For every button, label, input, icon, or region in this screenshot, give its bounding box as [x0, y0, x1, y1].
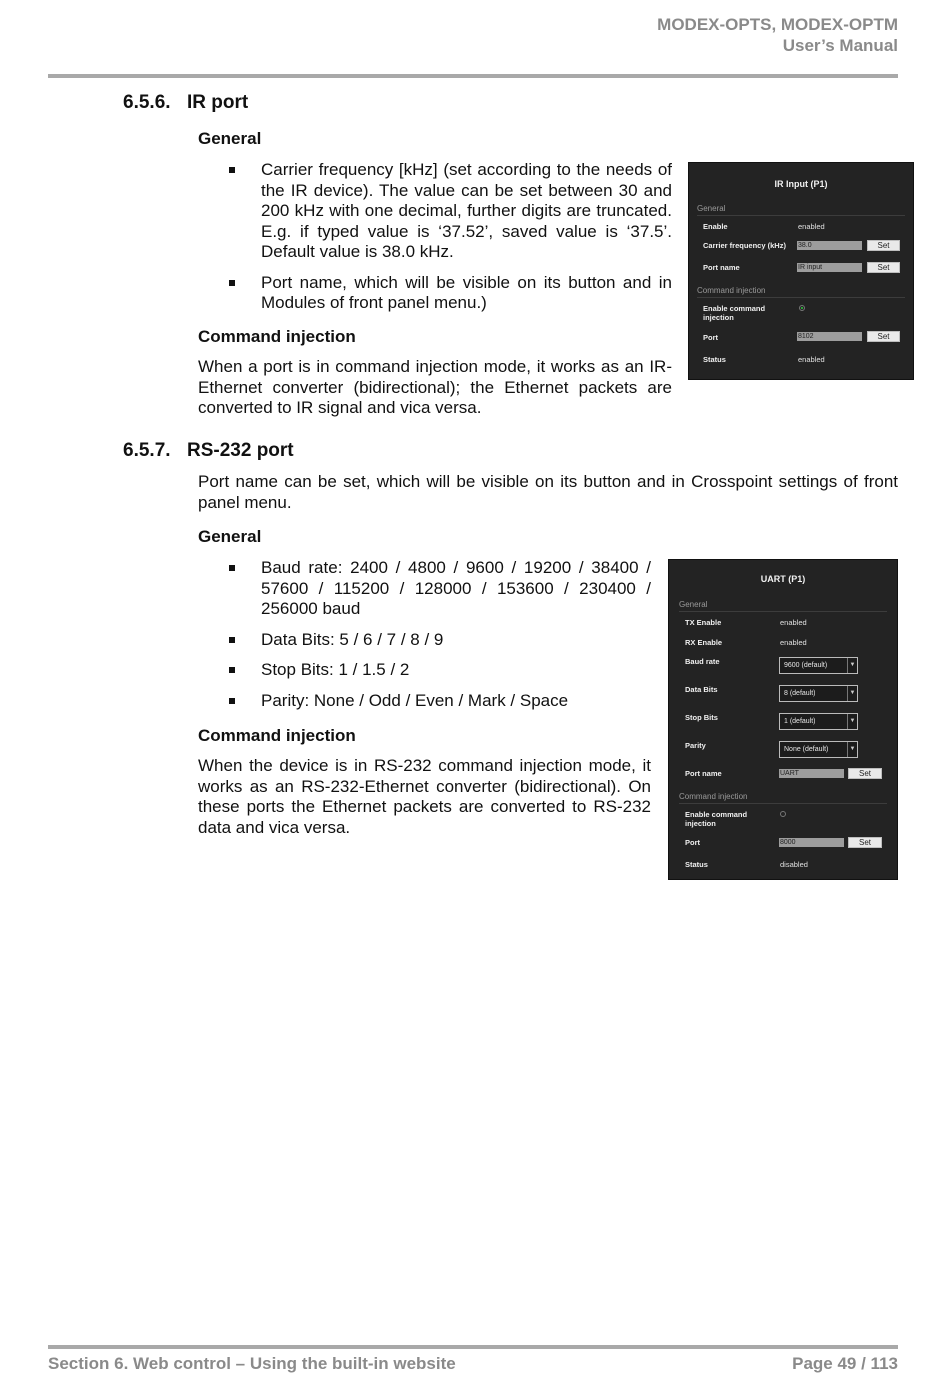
section-number: 6.5.7.: [123, 440, 171, 461]
carrier-frequency-input[interactable]: 38.0: [797, 241, 862, 250]
status-label: Status: [685, 860, 708, 869]
parity-select[interactable]: None (default) ▼: [779, 741, 858, 758]
set-port-button[interactable]: Set: [848, 837, 882, 848]
general-heading: General: [198, 527, 262, 546]
bullet-icon: [229, 565, 235, 571]
port-input[interactable]: 8102: [797, 332, 862, 341]
parity-label: Parity: [685, 741, 706, 750]
data-bits-select[interactable]: 8 (default) ▼: [779, 685, 858, 702]
divider: [697, 297, 905, 298]
list-item: Port name, which will be visible on its button and in Modules of front panel menu.): [230, 273, 672, 314]
group-general: General: [697, 204, 726, 213]
list-item: Parity: None / Odd / Even / Mark / Space: [230, 691, 651, 712]
header-product: MODEX-OPTS, MODEX-OPTM: [657, 15, 898, 34]
bullet-icon: [229, 280, 235, 286]
header-rule: [48, 74, 898, 78]
divider: [697, 215, 905, 216]
bullet-icon: [229, 698, 235, 704]
enable-value: enabled: [798, 222, 825, 231]
set-port-button[interactable]: Set: [867, 331, 900, 342]
bullet-icon: [229, 667, 235, 673]
chevron-down-icon: ▼: [847, 742, 857, 757]
status-value: disabled: [780, 860, 808, 869]
general-heading: General: [198, 129, 262, 148]
section-title: RS-232 port: [187, 440, 294, 461]
status-label: Status: [703, 355, 726, 364]
panel-title: UART (P1): [760, 574, 806, 584]
section-title: IR port: [187, 92, 249, 113]
footer-page-number: Page 49 / 113: [792, 1354, 898, 1373]
rs232-bullet-list: [230, 558, 651, 721]
baud-rate-select[interactable]: 9600 (default) ▼: [779, 657, 858, 674]
set-carrier-button[interactable]: Set: [867, 240, 900, 251]
stop-bits-label: Stop Bits: [685, 713, 718, 722]
status-value: enabled: [798, 355, 825, 364]
port-name-label: Port name: [703, 263, 740, 272]
rx-enable-label: RX Enable: [685, 638, 723, 647]
port-label: Port: [703, 333, 718, 342]
command-injection-heading: Command injection: [198, 726, 356, 745]
group-general: General: [679, 600, 708, 609]
list-item: Baud rate: 2400 / 4800 / 9600 / 19200 / 38400 / 57600 / 115200 / 128000 / 153600 / 230400 / 256000 baud: [230, 558, 651, 620]
chevron-down-icon: ▼: [847, 658, 857, 673]
chevron-down-icon: ▼: [847, 714, 857, 729]
header-doc-type: User’s Manual: [782, 36, 898, 55]
divider: [679, 803, 887, 804]
section-number: 6.5.6.: [123, 92, 171, 113]
running-header: [657, 14, 898, 56]
ir-input-screenshot: [688, 162, 914, 380]
list-item: Carrier frequency [kHz] (set according to the needs of the IR device). The value can be set between 30 and 200 kHz with one decimal, further digits are truncated. E.g. if typed value is ‘37.52’, saved value is ‘37.5’. Default value is 38.0 kHz.: [230, 160, 672, 263]
port-name-input[interactable]: UART: [779, 769, 844, 778]
chevron-down-icon: ▼: [847, 686, 857, 701]
group-command-injection: Command injection: [697, 286, 766, 295]
port-label: Port: [685, 838, 700, 847]
list-item: Stop Bits: 1 / 1.5 / 2: [230, 660, 651, 681]
command-injection-text: When the device is in RS-232 command injection mode, it works as an RS-232-Ethernet converter (bidirectional). On these ports the Ethernet packets are converted to RS-232 data and vica versa.: [198, 756, 651, 837]
tx-enable-value: enabled: [780, 618, 807, 627]
tx-enable-label: TX Enable: [685, 618, 722, 627]
footer-section: Section 6. Web control – Using the built-in website: [48, 1354, 456, 1373]
port-name-input[interactable]: IR input: [797, 263, 862, 272]
set-port-name-button[interactable]: Set: [848, 768, 882, 779]
enable-command-injection-label: Enable command injection: [703, 304, 766, 322]
stop-bits-select[interactable]: 1 (default) ▼: [779, 713, 858, 730]
port-name-label: Port name: [685, 769, 722, 778]
enable-command-injection-radio[interactable]: [780, 811, 786, 817]
set-port-name-button[interactable]: Set: [867, 262, 900, 273]
panel-title: IR Input (P1): [774, 179, 828, 189]
rx-enable-value: enabled: [780, 638, 807, 647]
carrier-frequency-label: Carrier frequency (kHz): [703, 241, 786, 250]
divider: [679, 611, 887, 612]
port-input[interactable]: 8000: [779, 838, 844, 847]
data-bits-label: Data Bits: [685, 685, 718, 694]
command-injection-text: When a port is in command injection mode, it works as an IR-Ethernet converter (bidirectional); the Ethernet packets are converted to IR signal and vica versa.: [198, 357, 672, 417]
command-injection-heading: Command injection: [198, 327, 356, 346]
baud-rate-label: Baud rate: [685, 657, 720, 666]
section-heading-rs232: [123, 440, 294, 462]
list-item: Data Bits: 5 / 6 / 7 / 8 / 9: [230, 630, 651, 651]
enable-label: Enable: [703, 222, 728, 231]
enable-command-injection-label: Enable command injection: [685, 810, 748, 828]
ir-bullet-list: [230, 160, 672, 324]
group-command-injection: Command injection: [679, 792, 748, 801]
footer-rule: [48, 1345, 898, 1349]
bullet-icon: [229, 637, 235, 643]
section-heading-ir: [123, 92, 248, 114]
bullet-icon: [229, 167, 235, 173]
rs232-intro-text: Port name can be set, which will be visible on its button and in Crosspoint settings of front panel menu.: [198, 472, 898, 512]
enable-command-injection-radio[interactable]: [799, 305, 805, 311]
uart-screenshot: [668, 559, 898, 880]
